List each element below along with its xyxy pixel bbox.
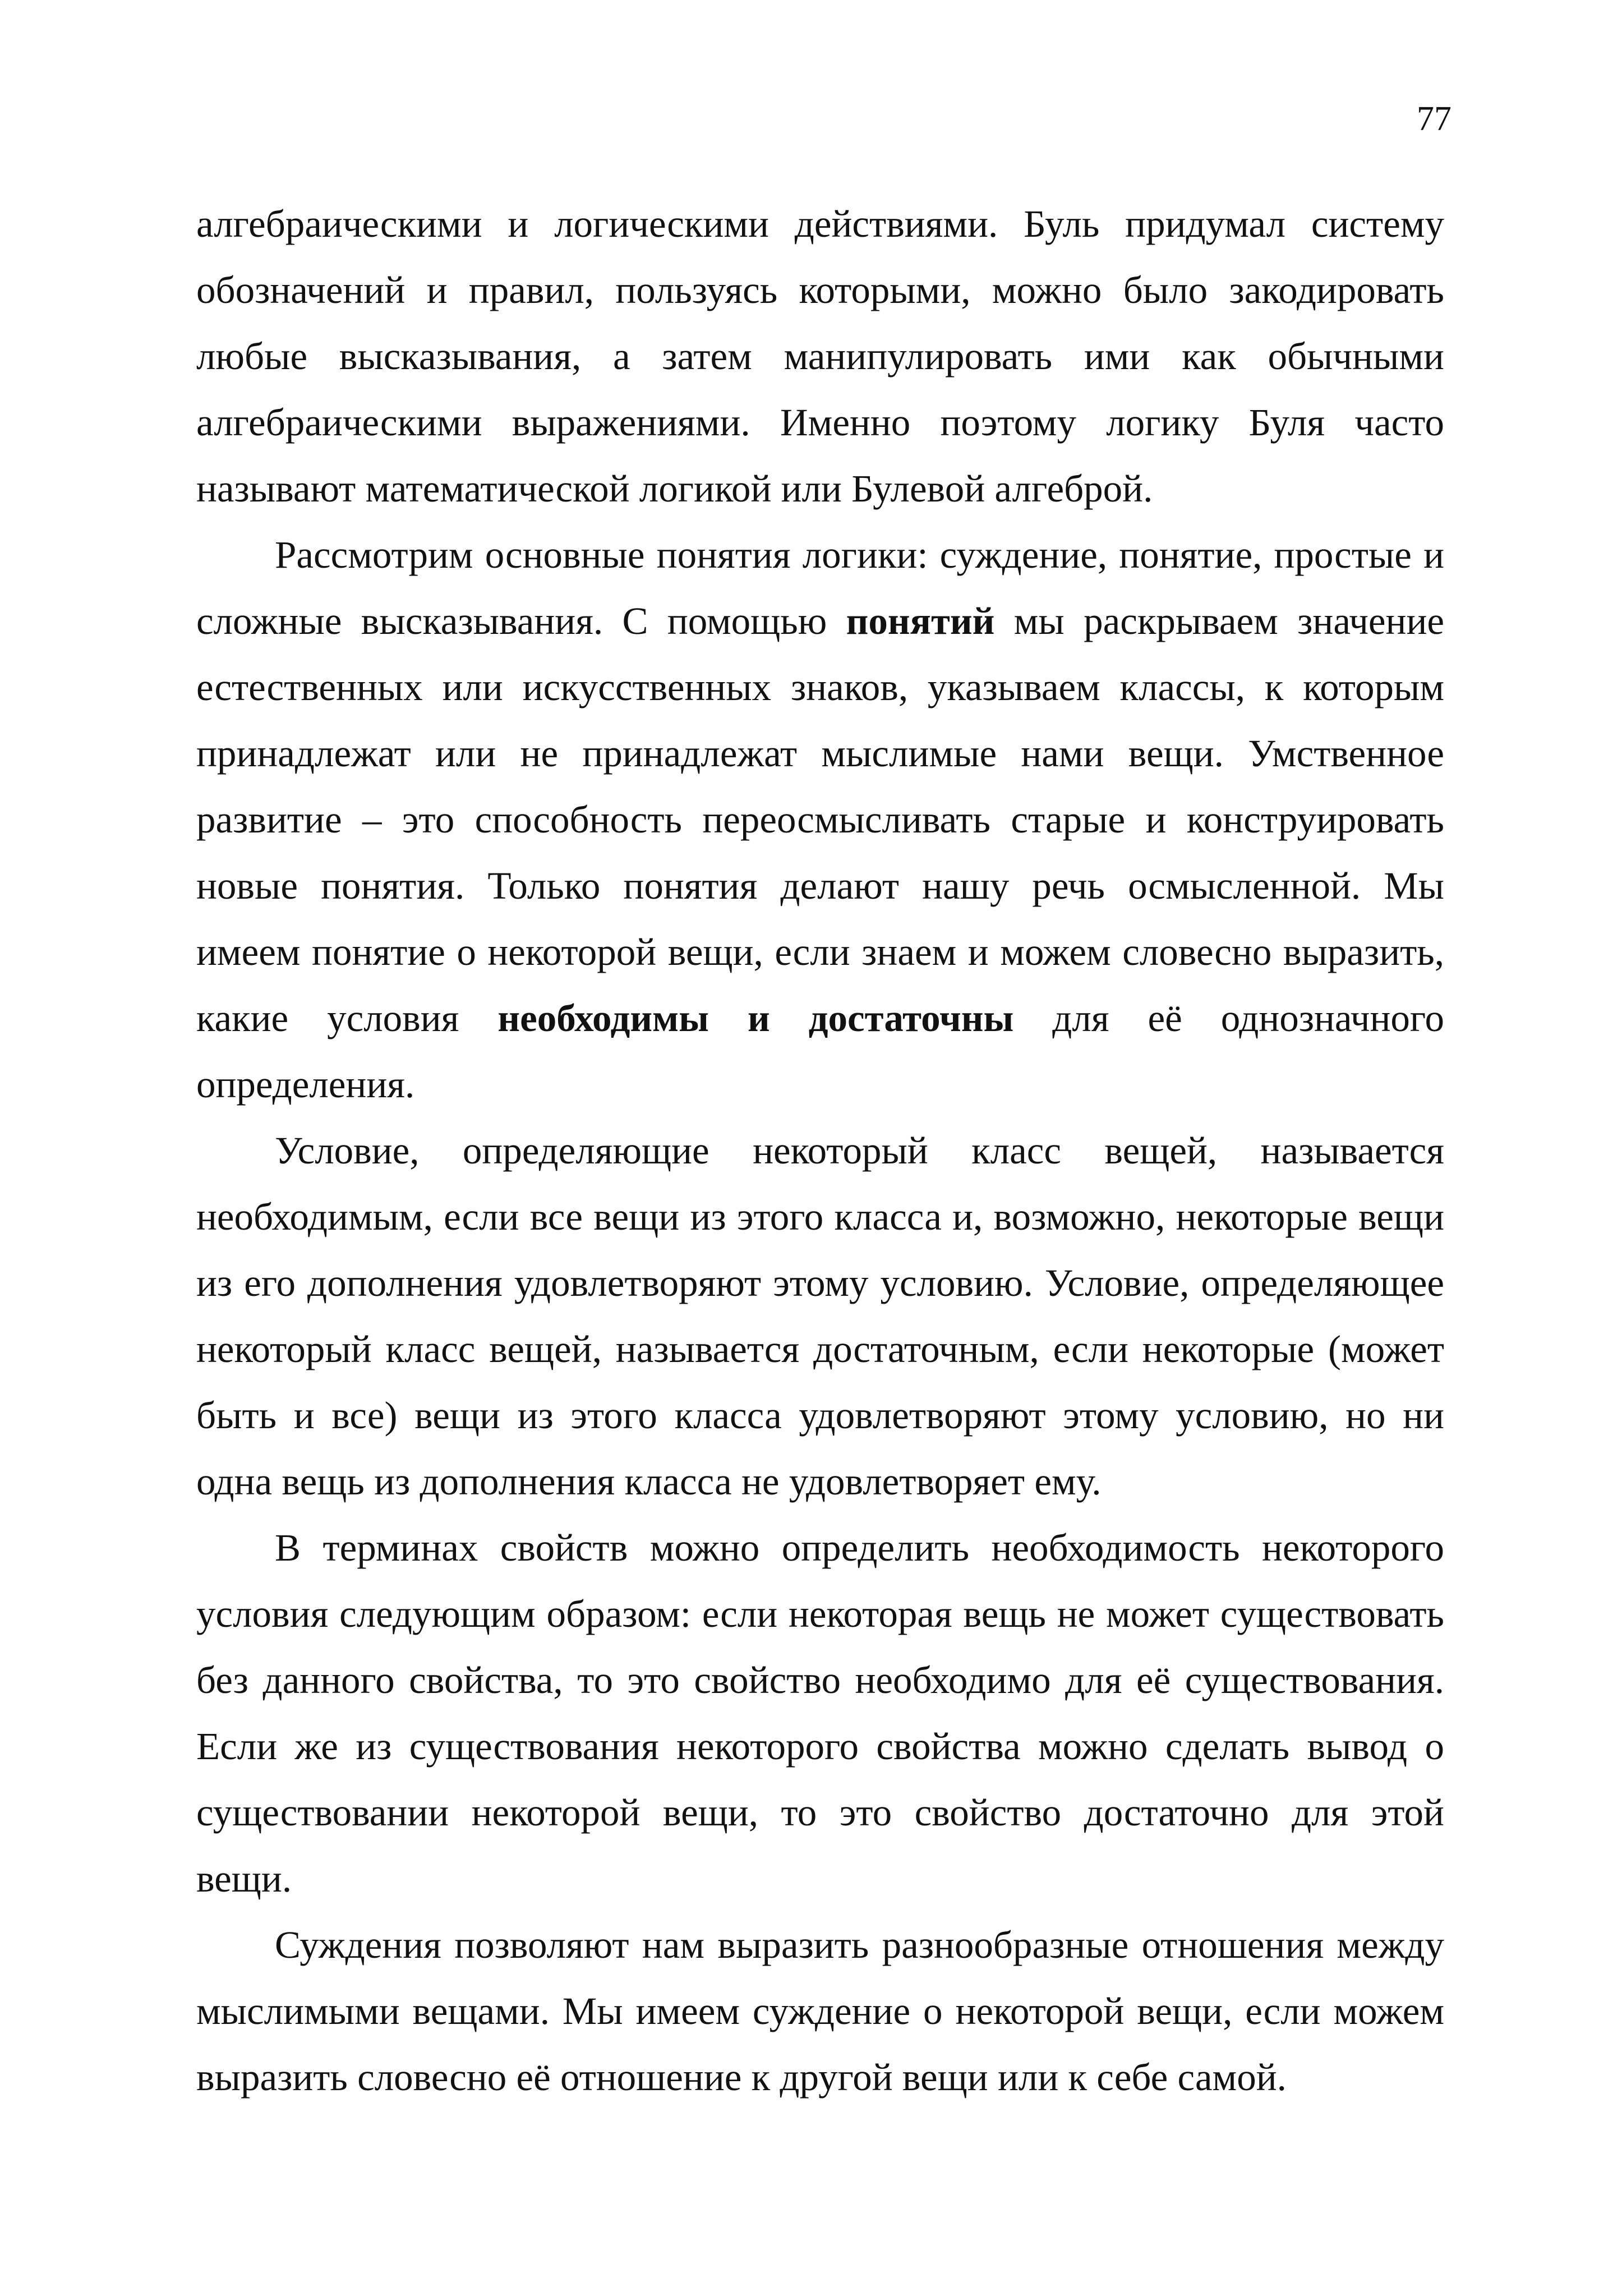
paragraph-text-segment: для её однозначного определения. (196, 997, 1445, 1106)
paragraph-text-segment: Рассмотрим основные понятия логики: суждение, понятие, простые и сложные высказывания. С помощью (196, 533, 1444, 642)
paragraph-basic-concepts (196, 522, 1444, 1117)
paragraph-boole-algebra: алгебраическими и логическими действиями. Буль придумал систему обозначений и правил, пользуясь которыми, можно было закодировать любые высказывания, а затем манипулировать ими как обычными алгебраическими выражениями. Именно поэтому логику Буля часто называют математической логикой или Булевой алгеброй. (196, 203, 1444, 510)
paragraph-text-segment: мы раскрываем значение естественных или искусственных знаков, указываем классы, к которым принадлежат или не принадлежат мыслимые нами вещи. Умственное развитие – это способность переосмысливать старые и конструировать новые понятия. Только понятия делают нашу речь осмысленной. Мы имеем понятие о некоторой вещи, если знаем и можем словесно выразить, какие условия (196, 600, 1444, 1039)
paragraph-necessary-sufficient-conditions: Условие, определяющие некоторый класс вещей, называется необходимым, если все вещи из этого класса и, возможно, некоторые вещи из его дополнения удовлетворяют этому условию. Условие, определяющее некоторый класс вещей, называется достаточным, если некоторые (может быть и все) вещи из этого класса удовлетворяют этому условию, но ни одна вещь из дополнения класса не удовлетворяет ему. (196, 1129, 1444, 1503)
bold-term-necessary-sufficient: необходимы и достаточны (497, 997, 1014, 1039)
page-number: 77 (1417, 100, 1451, 138)
page-body (196, 191, 1444, 2110)
paragraph-properties: В терминах свойств можно определить необходимость некоторого условия следующим образом: если некоторая вещь не может существовать без данного свойства, то это свойство необходимо для её существования. Если же из существования некоторого свойства можно сделать вывод о существовании некоторой вещи, то это свойство достаточно для этой вещи. (196, 1526, 1444, 1900)
paragraph-judgements: Суждения позволяют нам выразить разнообразные отношения между мыслимыми вещами. Мы имеем суждение о некоторой вещи, если можем выразить словесно её отношение к другой вещи или к себе самой. (196, 1924, 1444, 2099)
bold-term-concepts: понятий (846, 600, 995, 642)
